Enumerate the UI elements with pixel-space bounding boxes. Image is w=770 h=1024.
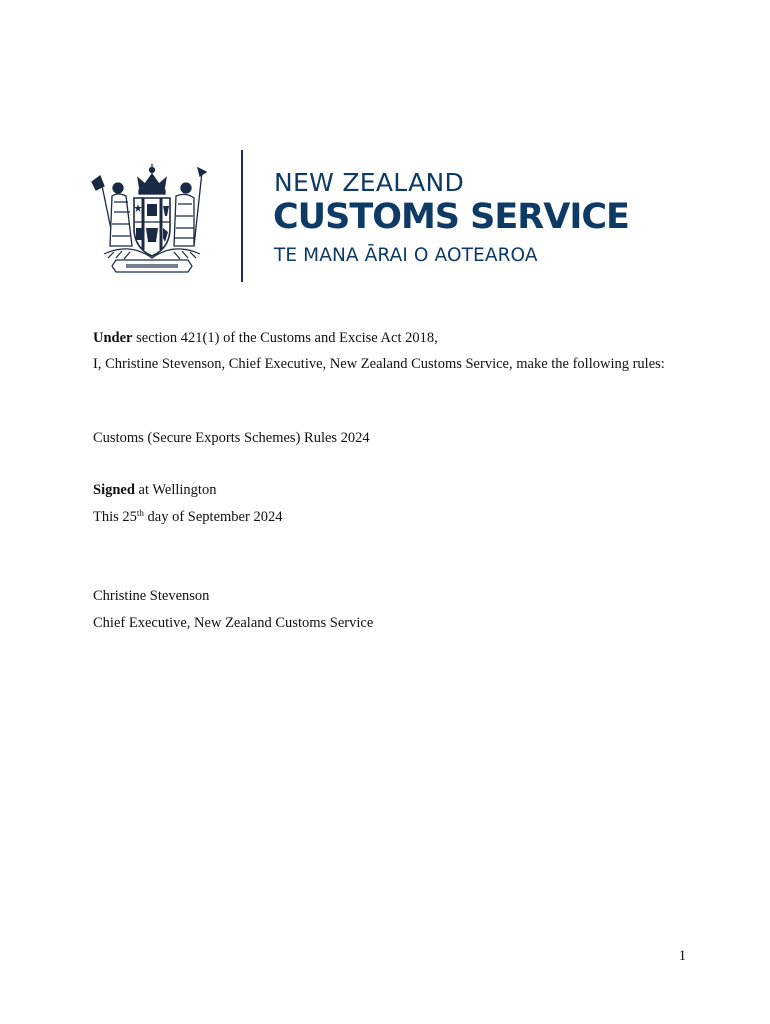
rules-title: Customs (Secure Exports Schemes) Rules 2024 (93, 430, 370, 446)
signatory-name: Christine Stevenson (93, 588, 210, 604)
page-number: 1 (678, 948, 686, 964)
org-name-line1: NEW ZEALAND (274, 168, 465, 197)
signing-date (93, 507, 683, 528)
letterhead-divider (241, 150, 243, 282)
signed-lead: Signed (93, 482, 135, 498)
date-rest: day of September 2024 (143, 509, 283, 525)
signed-location (93, 480, 683, 501)
signed-text: at Wellington (134, 482, 217, 498)
signatory-title: Chief Executive, New Zealand Customs Service (93, 615, 374, 631)
date-prefix: This 25 (93, 509, 137, 525)
org-name-maori: TE MANA ĀRAI O AOTEAROA (274, 245, 538, 266)
making-statement: I, Christine Stevenson, Chief Executive, New Zealand Customs Service, make the following rules: (93, 356, 665, 372)
date-ordinal-suffix: th (136, 508, 144, 518)
org-name-line2: CUSTOMS SERVICE (273, 197, 629, 237)
coat-of-arms-icon (90, 162, 214, 274)
enabling-provision (93, 328, 683, 349)
enabling-lead: Under (93, 330, 133, 346)
letterhead (90, 148, 690, 284)
enabling-text: section 421(1) of the Customs and Excise Act 2018, (132, 330, 438, 346)
